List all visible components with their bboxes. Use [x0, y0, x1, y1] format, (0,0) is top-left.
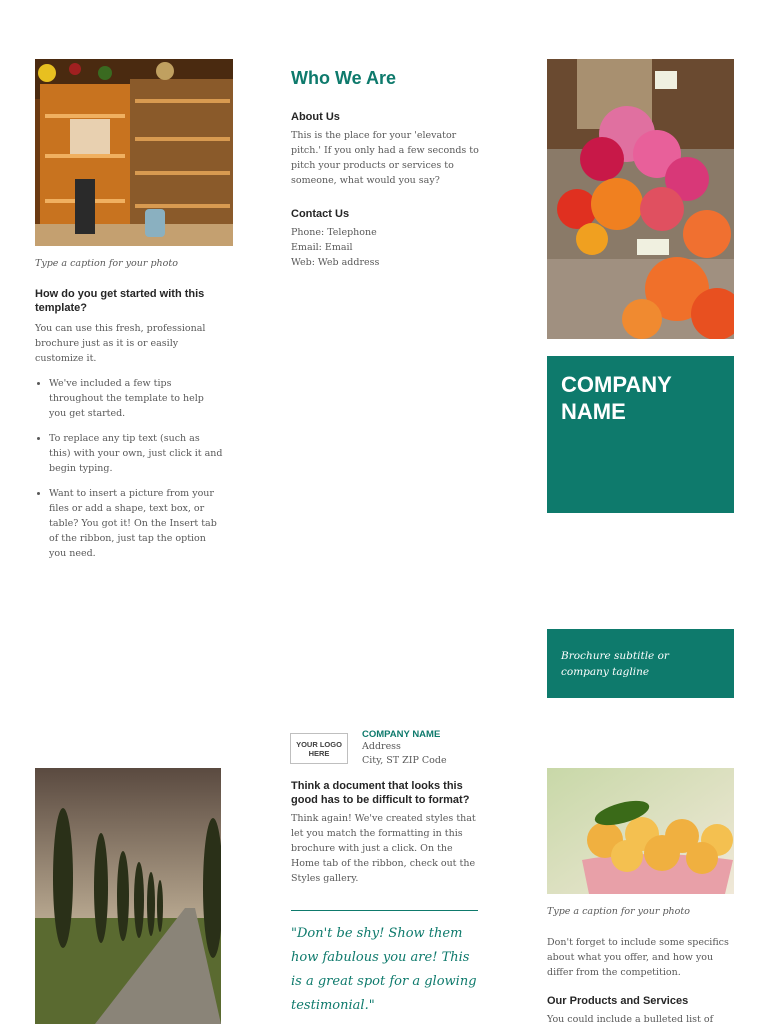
company-name-panel [547, 356, 734, 513]
list-item: • To replace any tip text (such as this) with your own, just click it and begin typing. [49, 431, 223, 476]
format-section [291, 779, 481, 886]
testimonial-quote: "Don't be shy! Show them how fabulous you are! This is a great spot for a glowing testimonial." [291, 926, 477, 1013]
format-heading: Think a document that looks this good has to be difficult to format? [291, 780, 470, 806]
tips-list [35, 376, 223, 561]
brochure-tagline: Brochure subtitle or company tagline [561, 650, 669, 678]
address-line: Address [362, 741, 401, 752]
contact-section [291, 207, 481, 270]
getting-started-section [35, 287, 223, 571]
about-heading: About Us [291, 111, 340, 123]
address-city-line: City, ST ZIP Code [362, 755, 447, 766]
products-text: You could include a bulleted list of [547, 1014, 714, 1024]
list-item: • We've included a few tips throughout the template to help you get started. [49, 376, 223, 421]
contact-web: Web: Web address [291, 257, 380, 268]
address-company-name: COMPANY NAME [362, 729, 441, 740]
tagline-panel [547, 629, 734, 698]
list-item: • Want to insert a picture from your files or add a shape, text box, or table? You got it! On the Insert tab of the ribbon, just tap the option you need. [49, 486, 223, 561]
getting-started-intro: You can use this fresh, professional brochure just as it is or easily customize it. [35, 323, 206, 364]
flower-market-photo [547, 59, 734, 339]
specifics-section [547, 935, 737, 1024]
about-section [291, 110, 481, 188]
cypress-road-photo [35, 768, 221, 1024]
photo-caption: Type a caption for your photo [35, 258, 178, 269]
contact-email: Email: Email [291, 242, 353, 253]
about-text: This is the place for your 'elevator pitch.' If you only had a few seconds to pitch your products or services to someone, what would you say? [291, 130, 479, 186]
quote-divider [291, 910, 478, 911]
address-section [362, 729, 447, 768]
photo-caption-right: Type a caption for your photo [547, 906, 690, 917]
products-heading: Our Products and Services [547, 995, 689, 1007]
contact-phone: Phone: Telephone [291, 227, 377, 238]
format-text: Think again! We've created styles that let you match the formatting in this brochure with just a click. On the Home tab of the ribbon, check out the Styles gallery. [291, 813, 476, 884]
shop-shelves-photo [35, 59, 233, 246]
logo-placeholder[interactable]: YOUR LOGO HERE [290, 733, 348, 764]
getting-started-heading: How do you get started with this template? [35, 288, 205, 314]
contact-heading: Contact Us [291, 208, 350, 220]
oranges-bowl-photo [547, 768, 734, 894]
specifics-text: Don't forget to include some specifics about what you offer, and how you differ from the competition. [547, 937, 729, 978]
company-name: COMPANY NAME [561, 372, 672, 424]
who-we-are-title: Who We Are [291, 68, 397, 88]
